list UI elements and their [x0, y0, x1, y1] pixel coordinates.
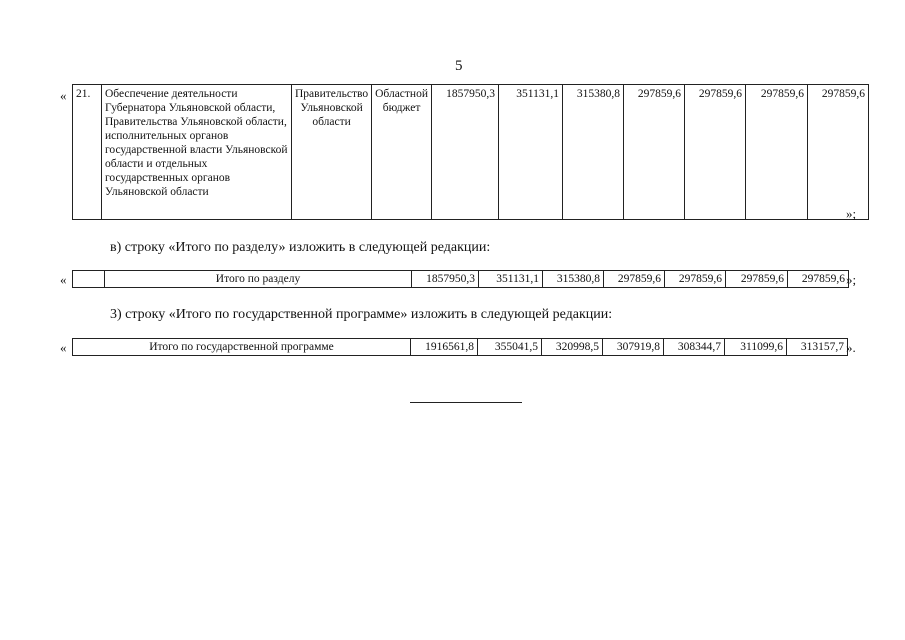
open-quote: «: [60, 272, 67, 287]
total-label: Итого по государственной программе: [73, 339, 411, 356]
total-value: 1916561,8: [411, 339, 478, 356]
total-value: 351131,1: [479, 271, 543, 288]
table-row: [73, 85, 869, 220]
row-value: 351131,1: [499, 85, 563, 220]
table-row: [73, 339, 848, 356]
total-value: 297859,6: [604, 271, 665, 288]
total-value: 307919,8: [603, 339, 664, 356]
total-value: 297859,6: [665, 271, 726, 288]
row-value: 1857950,3: [432, 85, 499, 220]
total-value: 355041,5: [478, 339, 542, 356]
row-value: 297859,6: [685, 85, 746, 220]
row-funding-source: Областной бюджет: [372, 85, 432, 220]
row-21-table: [72, 84, 869, 220]
empty-cell: [73, 271, 105, 288]
row-number: 21.: [73, 85, 102, 220]
total-value: 1857950,3: [412, 271, 479, 288]
row-value: 315380,8: [563, 85, 624, 220]
row-name: Обеспечение деятельности Губернатора Ульяновской области, Правительства Ульяновской области, исполнительных органов государственной власти Ульяновской области и отдельных государственных органов Ульяновской области: [102, 85, 292, 220]
instruction-paragraph: в) строку «Итого по разделу» изложить в следующей редакции:: [110, 240, 491, 255]
section-total-table: [72, 270, 849, 288]
close-quote: »;: [846, 272, 857, 287]
open-quote: «: [60, 340, 67, 355]
total-value: 315380,8: [543, 271, 604, 288]
row-value: 297859,6: [808, 85, 869, 220]
program-total-table: [72, 338, 848, 356]
page-number: 5: [455, 58, 463, 74]
row-value: 297859,6: [746, 85, 808, 220]
close-quote: »;: [846, 206, 857, 221]
close-quote: ».: [846, 340, 856, 355]
table-row: [73, 271, 849, 288]
open-quote: «: [60, 88, 67, 103]
row-organization: Правительство Ульяновской области: [292, 85, 372, 220]
total-value: 308344,7: [664, 339, 725, 356]
total-value: 297859,6: [788, 271, 849, 288]
total-value: 313157,7: [787, 339, 848, 356]
total-value: 320998,5: [542, 339, 603, 356]
separator-line: [410, 402, 522, 403]
total-value: 297859,6: [726, 271, 788, 288]
total-label: Итого по разделу: [105, 271, 412, 288]
total-value: 311099,6: [725, 339, 787, 356]
instruction-paragraph: 3) строку «Итого по государственной программе» изложить в следующей редакции:: [110, 307, 613, 322]
row-value: 297859,6: [624, 85, 685, 220]
